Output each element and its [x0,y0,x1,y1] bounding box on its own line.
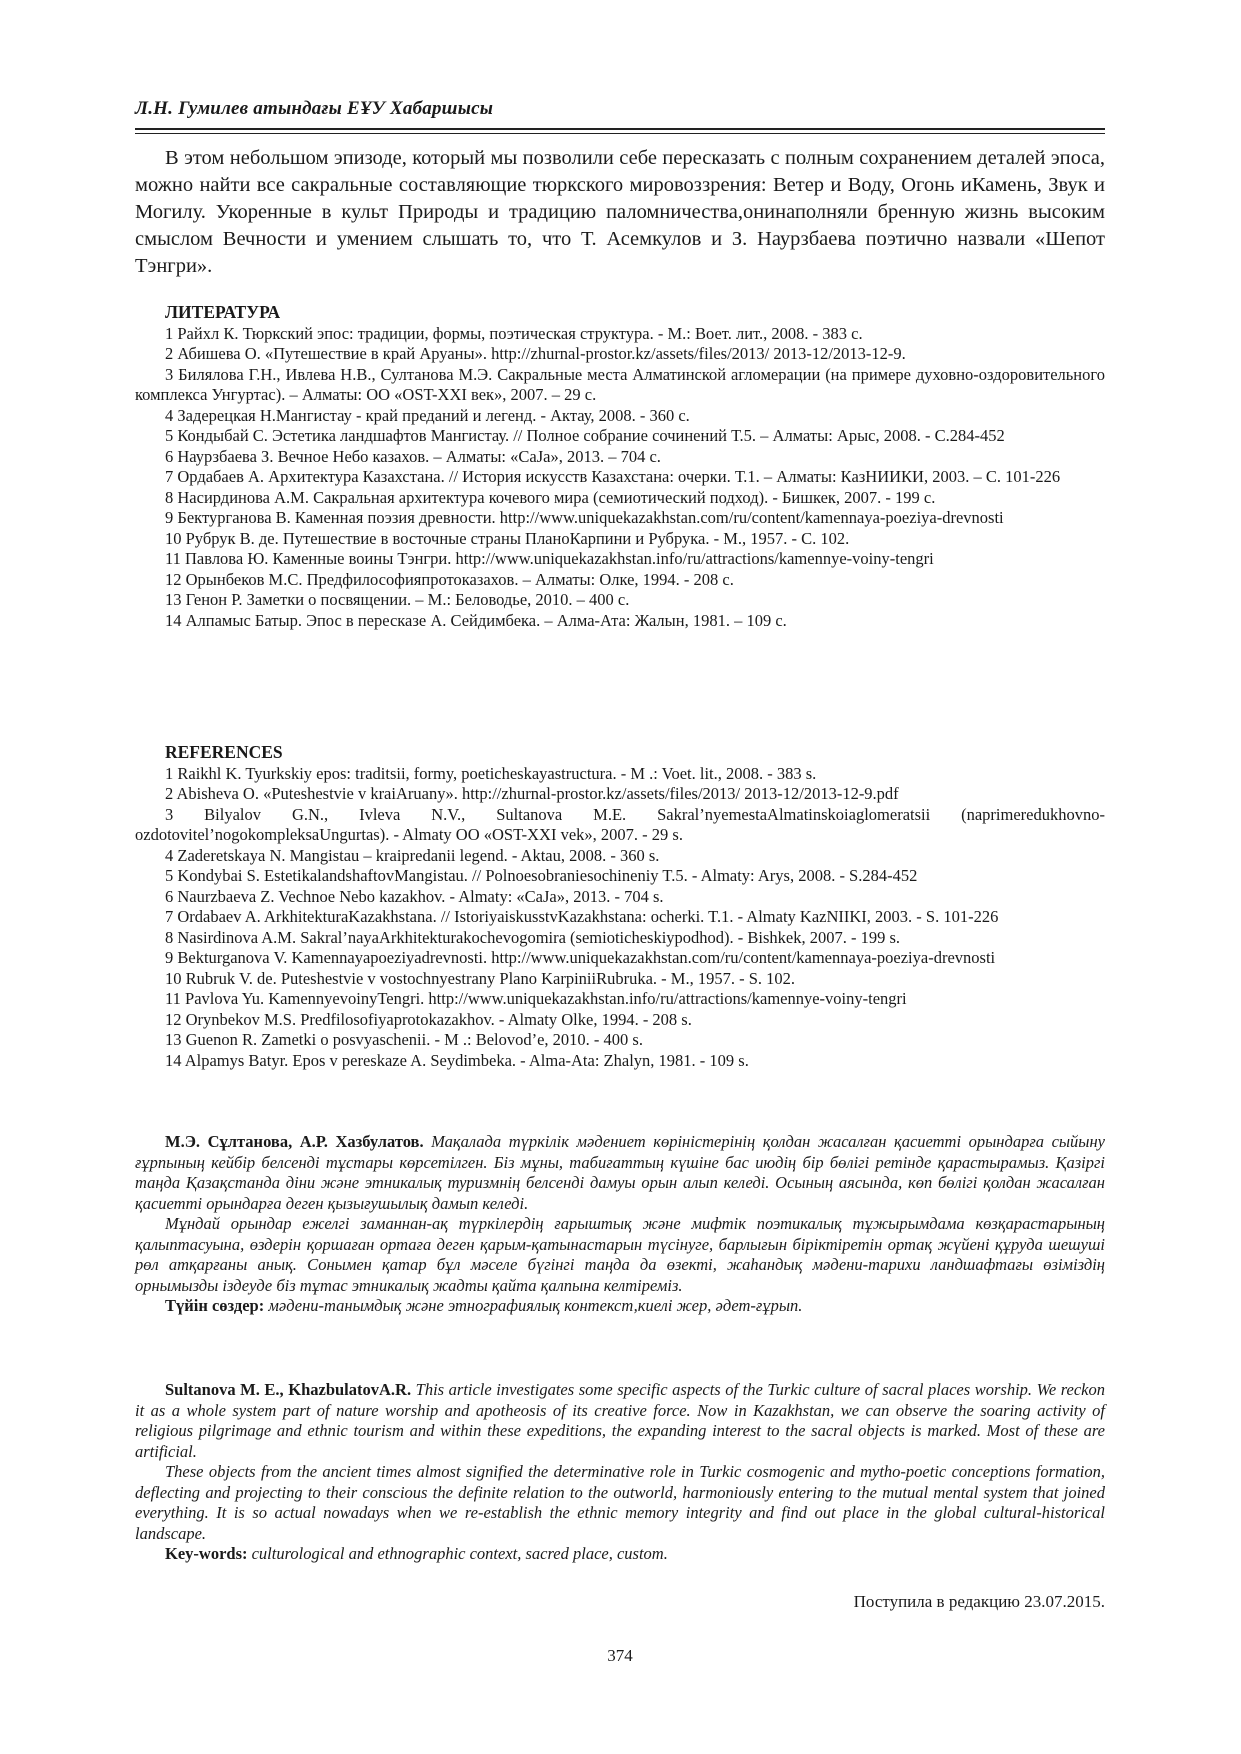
reference-item: 3 Bilyalov G.N., Ivleva N.V., Sultanova M.E. Sakral’nyemestaAlmatinskoiaglomeratsii (naprimeredukhovno-ozdotovitel’nogokompleksaUngurtas). - Almaty OO «OST-XXI vek», 2007. - 29 s. [135,804,1105,844]
literature-list [135,324,1105,632]
references-title: REFERENCES [165,742,283,762]
abstract-en-text-1: This article investigates some specific aspects of the Turkic culture of sacral places worship. We reckon it as a whole system part of nature worship and apotheosis of its creative force. Now in Kazakhstan, we can observe the soaring activity of religious pilgrimage and ethnic tourism and within these expeditions, the expanding interest to the sacral objects is marked. Most of these are artificial. [135,1380,1105,1461]
literature-item: 9 Бектурганова В. Каменная поэзия древности. http://www.uniquekazakhstan.com/ru/content/kamennaya-poeziya-drevnosti [165,508,1004,527]
abstract-en-keywords: culturological and ethnographic context, sacred place, custom. [247,1544,668,1563]
abstract-kazakh [135,1132,1105,1317]
references-list [135,764,1105,1072]
reference-item: 2 Abisheva O. «Puteshestvie v kraiAruany». http://zhurnal-prostor.kz/assets/files/2013/ 2013-12/2013-12-9.pdf [165,784,899,803]
references-section [135,742,1105,1071]
reference-item: 14 Alpamys Batyr. Epos v pereskaze A. Seydimbeka. - Alma-Ata: Zhalyn, 1981. - 109 s. [165,1050,749,1070]
reference-item: 6 Naurzbaeva Z. Vechnoe Nebo kazakhov. - Almaty: «CaJa», 2013. - 704 s. [165,886,664,906]
literature-item: 5 Кондыбай С. Эстетика ландшафтов Мангистау. // Полное собрание сочинений Т.5. – Алматы: Арыс, 2008. - С.284-452 [165,426,1005,445]
literature-item: 7 Ордабаев А. Архитектура Казахстана. // История искусств Казахстана: очерки. Т.1. – Алматы: КазНИИКИ, 2003. – С. 101-226 [165,467,1061,486]
reference-item: 1 Raikhl K. Tyurkskiy epos: traditsii, formy, poeticheskayastructura. - M .: Voet. lit., 2008. - 383 s. [165,763,817,783]
literature-item: 11 Павлова Ю. Каменные воины Тэнгри. http://www.uniquekazakhstan.info/ru/attractions/kamennye-voiny-tengri [165,549,934,568]
reference-item: 4 Zaderetskaya N. Mangistau – kraipredanii legend. - Aktau, 2008. - 360 s. [165,845,660,865]
journal-header: Л.Н. Гумилев атындағы ЕҰУ Хабаршысы [135,98,494,119]
reference-item: 5 Kondybai S. EstetikalandshaftovMangistau. // Polnoesobraniesochineniy T.5. - Almaty: Arys, 2008. - S.284-452 [165,866,918,885]
literature-item: 12 Орынбеков М.С. Предфилософияпротоказахов. – Алматы: Олке, 1994. - 208 с. [165,569,734,589]
abstract-kz-authors: М.Э. Сұлтанова, А.Р. Хазбулатов. [165,1132,424,1151]
literature-item: 8 Насирдинова А.М. Сакральная архитектура кочевого мира (семиотический подход). - Бишкек, 2007. - 199 с. [165,487,936,507]
page-number: 374 [607,1646,633,1665]
literature-item: 2 Абишева О. «Путешествие в край Аруаны». http://zhurnal-prostor.kz/assets/files/2013/ 2013-12/2013-12-9. [165,344,906,363]
header-rule-thin [135,133,1105,134]
reference-item: 10 Rubruk V. de. Puteshestvie v vostochnyestrany Plano KarpiniiRubruka. - M., 1957. - S. 102. [165,968,796,988]
reference-item: 12 Orynbekov M.S. Predfilosofiyaprotokazakhov. - Almaty Olke, 1994. - 208 s. [165,1009,692,1029]
reference-item: 7 Ordabaev A. ArkhitekturaKazakhstana. // IstoriyaiskusstvKazakhstana: ocherki. T.1. - Almaty KazNIIKI, 2003. - S. 101-226 [165,907,999,926]
literature-item: 1 Райхл К. Тюркский эпос: традиции, формы, поэтическая структура. - М.: Воет. лит., 2008. - 383 с. [165,323,863,343]
literature-item: 4 Задерецкая Н.Мангистау - край преданий и легенд. - Актау, 2008. - 360 с. [165,405,690,425]
literature-item: 14 Алпамыс Батыр. Эпос в пересказе А. Сейдимбека. – Алма-Ата: Жалын, 1981. – 109 с. [165,610,787,630]
literature-item: 6 Наурзбаева З. Вечное Небо казахов. – Алматы: «СаЈа», 2013. – 704 с. [165,446,661,466]
literature-title: ЛИТЕРАТУРА [165,302,281,322]
abstract-kz-text-2: Мұндай орындар ежелгі заманнан-ақ түркілердің ғарыштық және мифтік поэтикалық тұжырымдама көзқарастарының қалыптасуына, өздерін қоршаған ортаға деген қарым-қатынастарын түсінуге, барлығын біріктіретін ортақ жүйені құруда шешуші рөл атқарғаны анық. Сонымен қатар бұл мәселе бүгінгі таңда да өзекті, жаһандық мәдени-тарихи ландшафтағы өзіміздің орнымызды іздеуде біз тұтас этникалық жадты қайта қалпына келтіреміз. [135,1214,1105,1295]
abstract-en-text-2: These objects from the ancient times almost signified the determinative role in Turkic cosmogenic and mytho-poetic conceptions formation, deflecting and projecting to their conscious the definite relation to the outworld, harmoniously entering to the mutual mental system that joined everything. It is so actual nowadays when we re-establish the ethnic memory integrity and find out place in the global cultural-historical landscape. [135,1462,1105,1543]
received-date: Поступила в редакцию 23.07.2015. [853,1592,1105,1611]
abstract-kz-text-1: Мақалада түркілік мәдениет көріністерінің қолдан жасалған қасиетті орындарға сыйыну ғұрпының кейбір белсенді тұстары көрсетілген. Біз мұны, табиғаттың күшіне бас июдің бір бөлігі ретінде қарастырамыз. Қазіргі таңда Қазақстанда діни және этникалық туризмнің белсенді дамуы орын алып келеді. Осының аясында, көп бөлігі қолдан жасалған қасиетті орындарға деген қызығушылық дамып келеді. [135,1132,1105,1213]
abstract-en-authors: Sultanova M. E., KhazbulatovA.R. [165,1380,412,1399]
literature-item: 13 Генон Р. Заметки о посвящении. – М.: Беловодье, 2010. – 400 с. [165,590,630,609]
abstract-english [135,1380,1105,1565]
reference-item: 13 Guenon R. Zametki o posvyaschenii. - M .: Belovod’e, 2010. - 400 s. [165,1030,643,1049]
abstract-kz-keywords: мәдени-танымдық және этнографиялық контекст,киелі жер, әдет-ғұрып. [264,1296,803,1315]
header-rule-thick [135,128,1105,130]
literature-section [135,302,1105,631]
abstract-kz-keywords-label: Түйін сөздер: [165,1296,265,1315]
reference-item: 8 Nasirdinova A.M. Sakral’nayaArkhitekturakochevogomira (semioticheskiypodhod). - Bishkek, 2007. - 199 s. [165,927,901,947]
reference-item: 11 Pavlova Yu. KamennyevoinyTengri. http://www.uniquekazakhstan.info/ru/attractions/kamennye-voiny-tengri [165,989,907,1008]
literature-item: 10 Рубрук В. де. Путешествие в восточные страны ПланоКарпини и Рубрука. - М., 1957. - С. 102. [165,528,850,548]
intro-paragraph: В этом небольшом эпизоде, который мы позволили себе пересказать с полным сохранением деталей эпоса, можно найти все сакральные составляющие тюркского мировоззрения: Ветер и Воду, Огонь иКамень, Звук и Могилу. Укоренные в культ Природы и традицию паломничества,онинаполняли бренную жизнь высоким смыслом Вечности и умением слышать то, что Т. Асемкулов и З. Наурзбаева поэтично назвали «Шепот Тэнгри». [135,147,1105,277]
literature-item: 3 Билялова Г.Н., Ивлева Н.В., Султанова М.Э. Сакральные места Алматинской агломерации (на примере духовно-оздоровительного комплекса Унгуртас). – Алматы: ОО «OST-XXI век», 2007. – 29 с. [135,364,1105,404]
abstract-en-keywords-label: Key-words: [165,1544,248,1563]
reference-item: 9 Bekturganova V. Kamennayapoeziyadrevnosti. http://www.uniquekazakhstan.com/ru/content/kamennaya-poeziya-drevnosti [165,948,996,967]
